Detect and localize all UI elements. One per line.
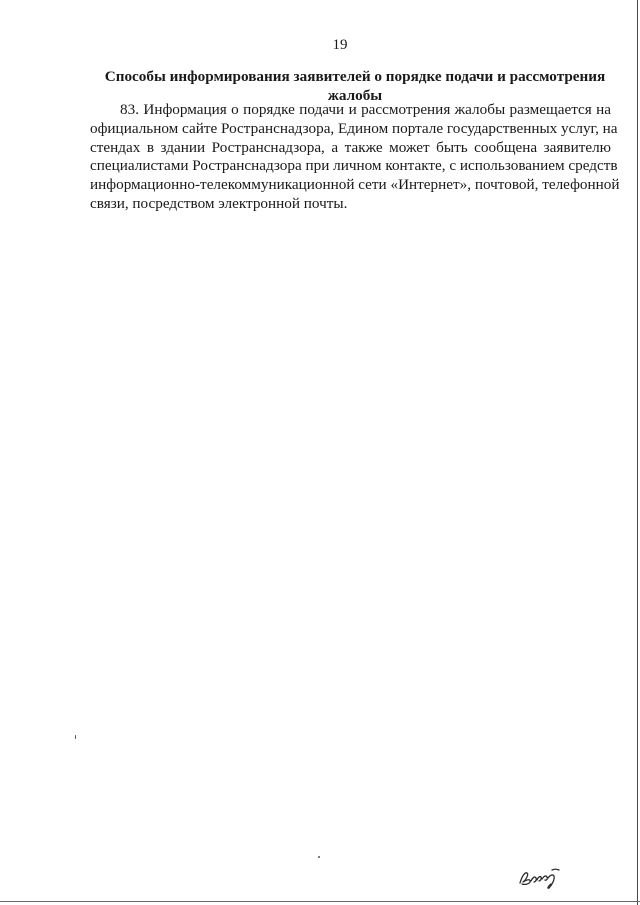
paragraph-83 [90,101,620,214]
handwritten-initials-signature [516,864,566,890]
section-heading [95,67,615,105]
paragraph-line: 83. Информация о порядке подачи и рассмотрения жалобы размещается на [120,101,611,118]
scan-edge-bottom [0,901,640,902]
scan-speck [75,735,76,739]
paragraph-line: связи, посредством электронной почты. [90,194,348,212]
page-number: 19 [332,37,348,53]
section-heading-line-1: Способы информирования заявителей о порядке подачи и рассмотрения [104,68,606,85]
paragraph-line: специалистами Ространснадзора при личном контакте, с использованием средств [90,157,618,175]
paragraph-line: информационно-телекоммуникационной сети «Интернет», почтовой, телефонной [90,176,620,194]
section-heading-line-2: жалобы [327,87,383,104]
scan-speck [318,856,320,858]
paragraph-line: стендах в здании Ространснадзора, а также может быть сообщена заявителю [90,138,611,156]
scan-edge-right [637,0,638,905]
paragraph-line: официальном сайте Ространснадзора, Едином портале государственных услуг, на [90,119,618,137]
